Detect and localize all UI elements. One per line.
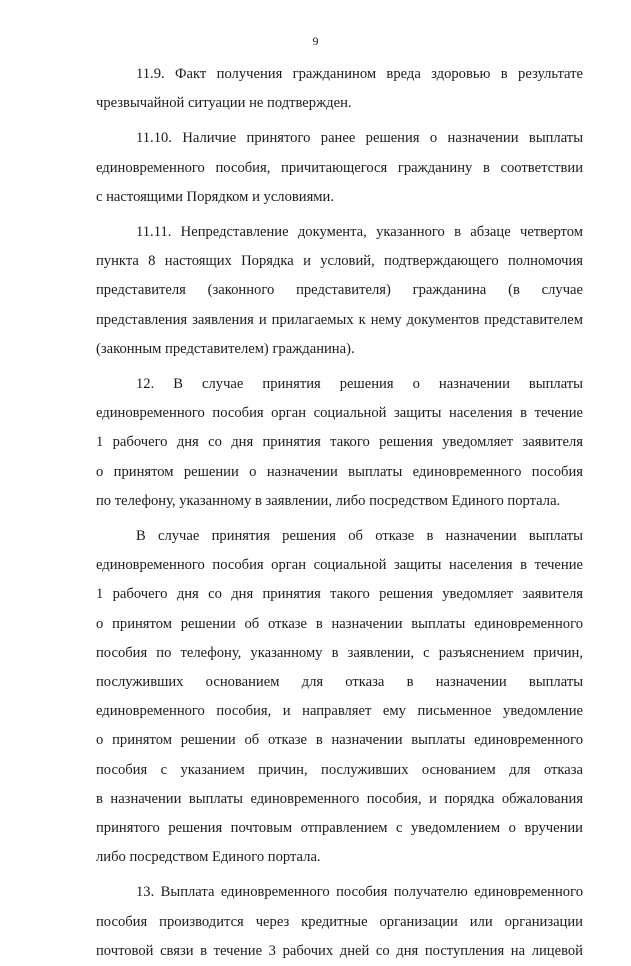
paragraph-line: пособия с указанием причин, послуживших основанием для отказа bbox=[96, 761, 583, 778]
document-body bbox=[96, 60, 583, 966]
paragraph-line: единовременного пособия орган социальной защиты населения в течение bbox=[96, 557, 583, 574]
paragraph-line: единовременного пособия орган социальной защиты населения в течение bbox=[96, 405, 583, 422]
paragraph bbox=[96, 522, 583, 872]
paragraph-line: принятого решения почтовым отправлением с уведомлением о вручении bbox=[96, 820, 583, 837]
paragraph-line: В случае принятия решения об отказе в назначении выплаты bbox=[136, 528, 583, 545]
paragraph-line: о принятом решении о назначении выплаты единовременного пособия bbox=[96, 463, 583, 480]
paragraph-line: 1 рабочего дня со дня принятия такого решения уведомляет заявителя bbox=[96, 586, 583, 603]
paragraph bbox=[96, 124, 583, 212]
paragraph-line: послуживших основанием для отказа в назначении выплаты bbox=[96, 674, 583, 691]
paragraph-line: (законным представителем) гражданина). bbox=[96, 340, 355, 357]
paragraph-line: пособия производится через кредитные организации или организации bbox=[96, 913, 583, 930]
paragraph bbox=[96, 218, 583, 364]
paragraph-line: 11.10. Наличие принятого ранее решения о назначении выплаты bbox=[136, 130, 583, 147]
paragraph-line: единовременного пособия, причитающегося гражданину в соответствии bbox=[96, 159, 583, 176]
paragraph-line: единовременного пособия, и направляет ему письменное уведомление bbox=[96, 703, 583, 720]
page-number: 9 bbox=[312, 34, 319, 48]
paragraph-line: по телефону, указанному в заявлении, либо посредством Единого портала. bbox=[96, 492, 561, 509]
paragraph-line: представления заявления и прилагаемых к нему документов представителем bbox=[96, 311, 583, 328]
paragraph-line: 11.9. Факт получения гражданином вреда здоровью в результате bbox=[136, 66, 583, 82]
paragraph-line: пункта 8 настоящих Порядка и условий, подтверждающего полномочия bbox=[96, 253, 583, 270]
paragraph-line: о принятом решении об отказе в назначении выплаты единовременного bbox=[96, 732, 583, 749]
paragraph-line: в назначении выплаты единовременного пособия, и порядка обжалования bbox=[96, 790, 583, 807]
paragraph-line: 13. Выплата единовременного пособия получателю единовременного bbox=[136, 884, 583, 901]
paragraph bbox=[96, 878, 583, 966]
paragraph-line: 1 рабочего дня со дня принятия такого решения уведомляет заявителя bbox=[96, 434, 583, 451]
paragraph-line: о принятом решении об отказе в назначении выплаты единовременного bbox=[96, 615, 583, 632]
paragraph bbox=[96, 60, 583, 118]
paragraph bbox=[96, 370, 583, 516]
paragraph-line: 12. В случае принятия решения о назначении выплаты bbox=[136, 376, 583, 393]
paragraph-line: чрезвычайной ситуации не подтвержден. bbox=[96, 95, 352, 112]
paragraph-line: либо посредством Единого портала. bbox=[96, 849, 321, 866]
paragraph-line: с настоящими Порядком и условиями. bbox=[96, 188, 334, 205]
paragraph-line: 11.11. Непредставление документа, указанного в абзаце четвертом bbox=[136, 224, 583, 241]
paragraph-line: почтовой связи в течение 3 рабочих дней со дня поступления на лицевой bbox=[96, 942, 583, 959]
paragraph-line: представителя (законного представителя) гражданина (в случае bbox=[96, 282, 583, 299]
paragraph-line: пособия по телефону, указанному в заявлении, с разъяснением причин, bbox=[96, 644, 583, 661]
